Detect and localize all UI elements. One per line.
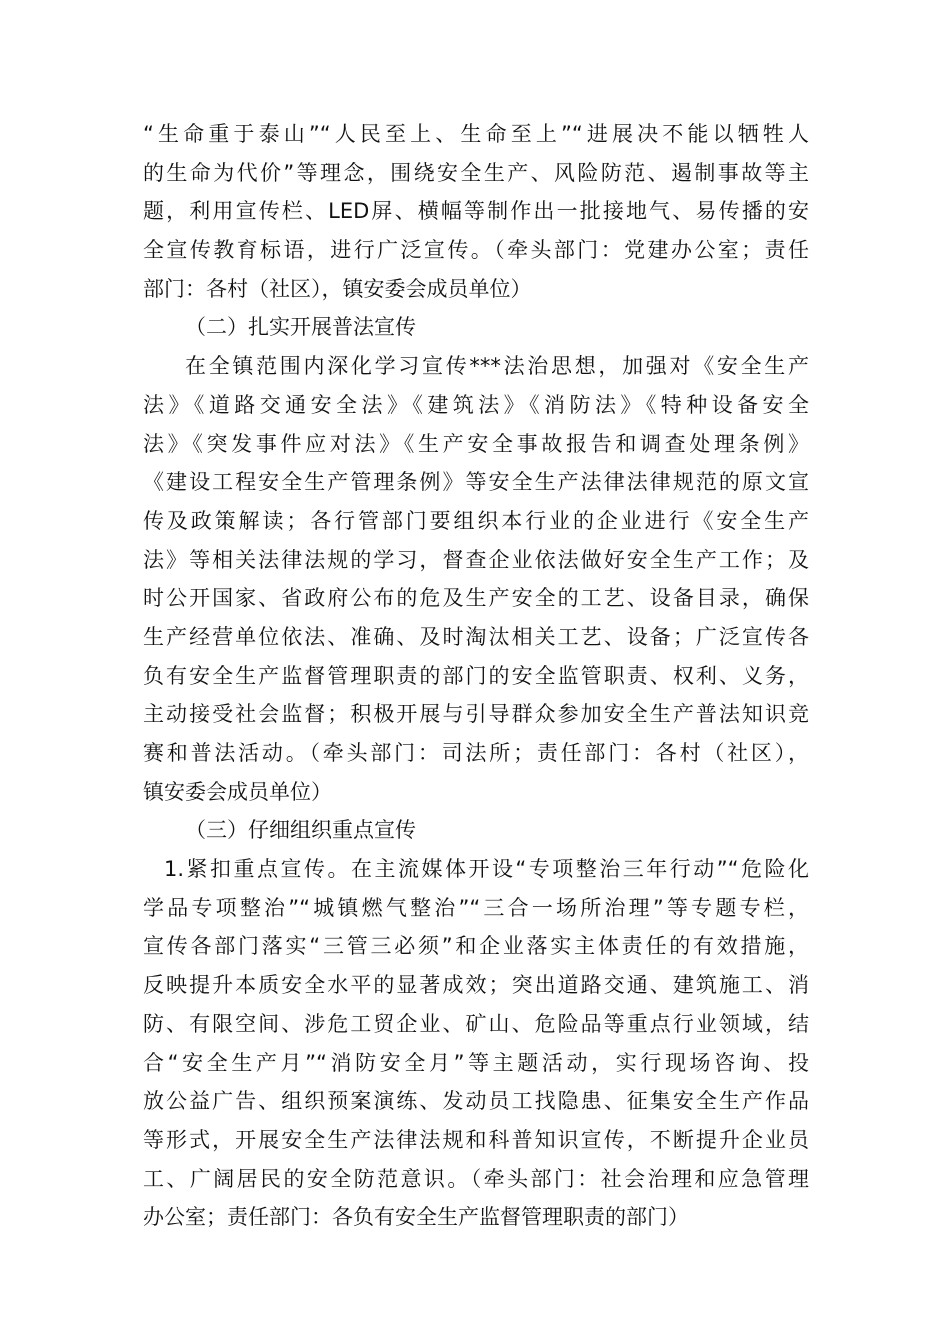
text-line: 题，利用宣传栏、LED屏、横幅等制作出一批接地气、易传播的安 (143, 199, 809, 224)
text-line: 防、有限空间、涉危工贸企业、矿山、危险品等重点行业领域，结 (143, 1011, 809, 1036)
text-line: 法》等相关法律法规的学习，督查企业依法做好安全生产工作；及 (143, 547, 809, 572)
text-line: 合“安全生产月”“消防安全月”等主题活动，实行现场咨询、投 (143, 1050, 809, 1075)
text-line: 镇安委会成员单位） (143, 779, 332, 804)
text-line: 在全镇范围内深化学习宣传***法治思想，加强对《安全生产 (185, 354, 809, 379)
text-line: 主动接受社会监督；积极开展与引导群众参加安全生产普法知识竞 (143, 702, 809, 727)
text-line: 部门：各村（社区），镇安委会成员单位） (143, 276, 532, 301)
text-line: 工、广阔居民的安全防范意识。（牵头部门：社会治理和应急管理 (143, 1166, 809, 1191)
document-page (143, 115, 809, 1237)
text-line: 学品专项整治”“城镇燃气整治”“三合一场所治理”等专题专栏， (143, 895, 809, 920)
text-line: 传及政策解读；各行管部门要组织本行业的企业进行《安全生产 (143, 508, 809, 533)
text-line: 等形式，开展安全生产法律法规和科普知识宣传，不断提升企业员 (143, 1127, 809, 1152)
text-line: 放公益广告、组织预案演练、发动员工找隐患、征集安全生产作品 (143, 1089, 809, 1114)
paragraph-key-publicity (143, 850, 809, 1237)
paragraph-safety-slogans (143, 115, 809, 308)
section-heading-3: （三）仔细组织重点宣传 (185, 818, 416, 843)
text-line: 法》《突发事件应对法》《生产安全事故报告和调查处理条例》 (143, 431, 809, 456)
text-line: 全宣传教育标语，进行广泛宣传。（牵头部门：党建办公室；责任 (143, 238, 809, 263)
text-line: 负有安全生产监督管理职责的部门的安全监管职责、权利、义务， (143, 663, 809, 688)
section-heading-2: （二）扎实开展普法宣传 (185, 315, 416, 340)
text-line: 宣传各部门落实“三管三必须”和企业落实主体责任的有效措施， (143, 934, 809, 959)
text-line: 赛和普法活动。（牵头部门：司法所；责任部门：各村（社区）， (143, 741, 809, 765)
text-line: 1.紧扣重点宣传。在主流媒体开设“专项整治三年行动”“危险化 (164, 857, 809, 882)
paragraph-law-publicity (143, 347, 809, 811)
text-line: “生命重于泰山”“人民至上、生命至上”“进展决不能以牺牲人 (143, 122, 809, 146)
text-line: 时公开国家、省政府公布的危及生产安全的工艺、设备目录，确保 (143, 586, 809, 611)
text-line: 法》《道路交通安全法》《建筑法》《消防法》《特种设备安全 (143, 392, 809, 417)
text-line: 生产经营单位依法、准确、及时淘汰相关工艺、设备；广泛宣传各 (143, 624, 809, 649)
text-line: 反映提升本质安全水平的显著成效；突出道路交通、建筑施工、消 (143, 973, 809, 998)
text-line: 《建设工程安全生产管理条例》等安全生产法律法律规范的原文宣 (143, 470, 809, 495)
text-line: 的生命为代价”等理念，围绕安全生产、风险防范、遏制事故等主 (143, 160, 809, 185)
text-line: 办公室；责任部门：各负有安全生产监督管理职责的部门） (143, 1205, 689, 1230)
